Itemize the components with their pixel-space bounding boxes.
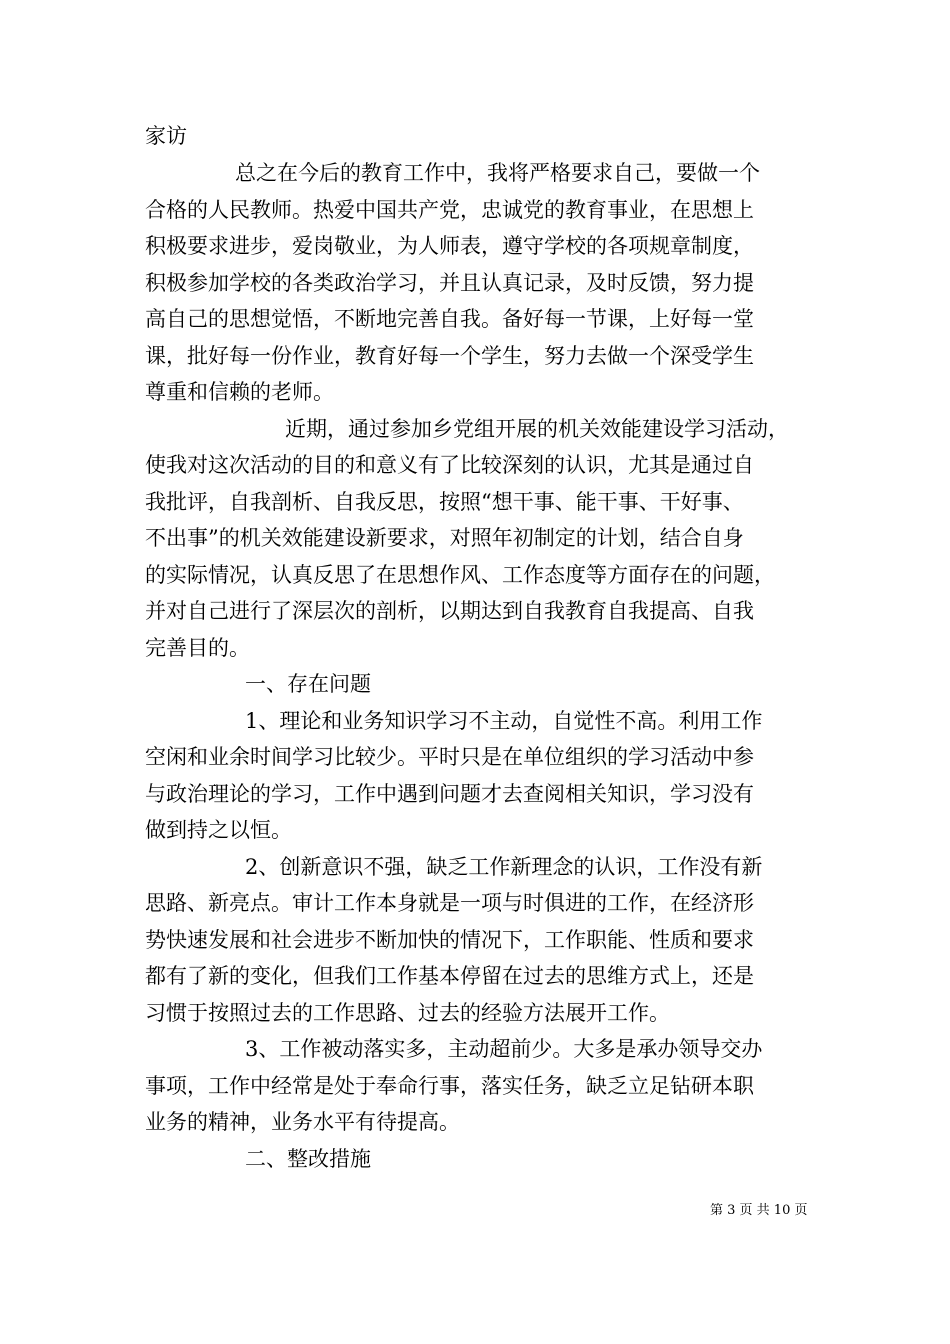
page-footer: 第 3 页 共 10 页 <box>710 1203 808 1218</box>
text-line: 不出事”的机关效能建设新要求，对照年初制定的计划，结合自身 <box>145 526 744 550</box>
text-line: 课，批好每一份作业，教育好每一个学生，努力去做一个深受学生 <box>145 344 754 368</box>
text-line: 合格的人民教师。热爱中国共产党，忠诚党的教育事业，在思想上 <box>145 198 754 222</box>
text-line: 3、工作被动落实多，主动超前少。大多是承办领导交办 <box>245 1037 763 1061</box>
text-line: 尊重和信赖的老师。 <box>145 380 334 404</box>
text-line: 习惯于按照过去的工作思路、过去的经验方法展开工作。 <box>145 1001 670 1025</box>
text-line: 空闲和业余时间学习比较少。平时只是在单位组织的学习活动中参 <box>145 745 754 769</box>
text-line: 近期，通过参加乡党组开展的机关效能建设学习活动， <box>285 417 789 441</box>
text-line: 事项，工作中经常是处于奉命行事，落实任务，缺乏立足钻研本职 <box>145 1074 754 1098</box>
text-line: 势快速发展和社会进步不断加快的情况下，工作职能、性质和要求 <box>145 928 754 952</box>
text-line: 思路、新亮点。审计工作本身就是一项与时俱进的工作，在经济形 <box>145 891 754 915</box>
text-line: 二、整改措施 <box>245 1147 371 1171</box>
text-line: 我批评，自我剖析、自我反思，按照“想干事、能干事、干好事、 <box>145 490 744 514</box>
text-line: 完善目的。 <box>145 636 250 660</box>
text-line: 积极要求进步，爱岗敬业，为人师表，遵守学校的各项规章制度， <box>145 234 754 258</box>
text-line: 1、理论和业务知识学习不主动，自觉性不高。利用工作 <box>245 709 763 733</box>
text-line: 积极参加学校的各类政治学习，并且认真记录，及时反馈，努力提 <box>145 271 754 295</box>
text-line: 一、存在问题 <box>245 672 371 696</box>
text-line: 的实际情况，认真反思了在思想作风、工作态度等方面存在的问题， <box>145 563 775 587</box>
text-line: 都有了新的变化，但我们工作基本停留在过去的思维方式上，还是 <box>145 964 754 988</box>
text-line: 业务的精神，业务水平有待提高。 <box>145 1110 460 1134</box>
text-line: 家访 <box>145 124 187 148</box>
text-line: 总之在今后的教育工作中，我将严格要求自己，要做一个 <box>235 161 760 185</box>
text-line: 并对自己进行了深层次的剖析，以期达到自我教育自我提高、自我 <box>145 599 754 623</box>
text-line: 2、创新意识不强，缺乏工作新理念的认识，工作没有新 <box>245 855 763 879</box>
text-line: 做到持之以恒。 <box>145 818 292 842</box>
text-line: 高自己的思想觉悟，不断地完善自我。备好每一节课，上好每一堂 <box>145 307 754 331</box>
text-line: 使我对这次活动的目的和意义有了比较深刻的认识，尤其是通过自 <box>145 453 754 477</box>
text-line: 与政治理论的学习，工作中遇到问题才去查阅相关知识，学习没有 <box>145 782 754 806</box>
document-body <box>145 118 810 1177</box>
